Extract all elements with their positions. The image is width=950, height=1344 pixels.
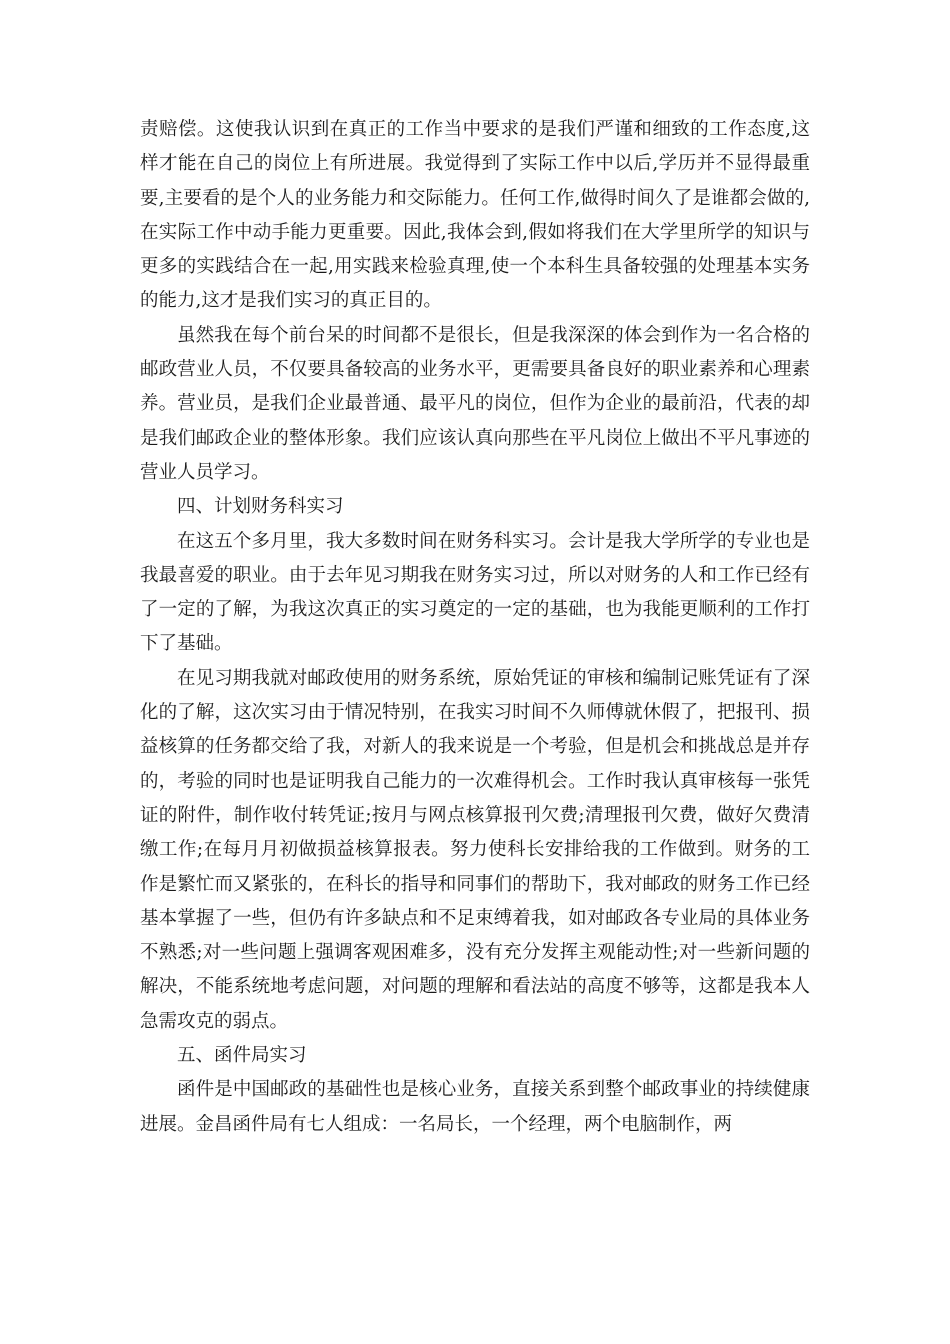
paragraph-finance-intro: 在这五个多月里，我大多数时间在财务科实习。会计是我大学所学的专业也是我最喜爱的职业。由于去年见习期我在财务实习过，所以对财务的人和工作已经有了一定的了解，为我这次真正的实习奠定的一定的基础，也为我能更顺利的工作打下了基础。	[140, 530, 810, 655]
paragraph-intern-reflection: 责赔偿。这使我认识到在真正的工作当中要求的是我们严谨和细致的工作态度,这样才能在自己的岗位上有所进展。我觉得到了实际工作中以后,学历并不显得最重要,主要看的是个人的业务能力和交际能力。任何工作,做得时间久了是谁都会做的,在实际工作中动手能力更重要。因此,我体会到,假如将我们在大学里所学的知识与更多的实践结合在一起,用实践来检验真理,使一个本科生具备较强的处理基本实务的能力,这才是我们实习的真正目的。	[140, 119, 810, 312]
paragraph-mail-bureau: 函件是中国邮政的基础性也是核心业务，直接关系到整个邮政事业的持续健康进展。金昌函件局有七人组成：一名局长，一个经理，两个电脑制作，两	[140, 1079, 810, 1135]
section-heading-mail-bureau: 五、函件局实习	[177, 1045, 307, 1067]
document-body	[140, 113, 810, 1142]
section-heading-finance: 四、计划财务科实习	[177, 496, 344, 518]
paragraph-front-desk: 虽然我在每个前台呆的时间都不是很长，但是我深深的体会到作为一名合格的邮政营业人员，不仅要具备较高的业务水平，更需要具备良好的职业素养和心理素养。营业员，是我们企业最普通、最平凡的岗位，但作为企业的最前沿，代表的却是我们邮政企业的整体形象。我们应该认真向那些在平凡岗位上做出不平凡事迹的营业人员学习。	[140, 324, 810, 483]
paragraph-finance-work: 在见习期我就对邮政使用的财务系统，原始凭证的审核和编制记账凭证有了深化的了解，这次实习由于情况特别，在我实习时间不久师傅就休假了，把报刊、损益核算的任务都交给了我，对新人的我来说是一个考验，但是机会和挑战总是并存的，考验的同时也是证明我自己能力的一次难得机会。工作时我认真审核每一张凭证的附件，制作收付转凭证;按月与网点核算报刊欠费;清理报刊欠费，做好欠费清缴工作;在每月月初做损益核算报表。努力使科长安排给我的工作做到。财务的工作是繁忙而又紧张的，在科长的指导和同事们的帮助下，我对邮政的财务工作已经基本掌握了一些，但仍有许多缺点和不足束缚着我，如对邮政各专业局的具体业务不熟悉;对一些问题上强调客观困难多，没有充分发挥主观能动性;对一些新问题的解决，不能系统地考虑问题，对问题的理解和看法站的高度不够等，这都是我本人急需攻克的弱点。	[140, 667, 810, 1032]
